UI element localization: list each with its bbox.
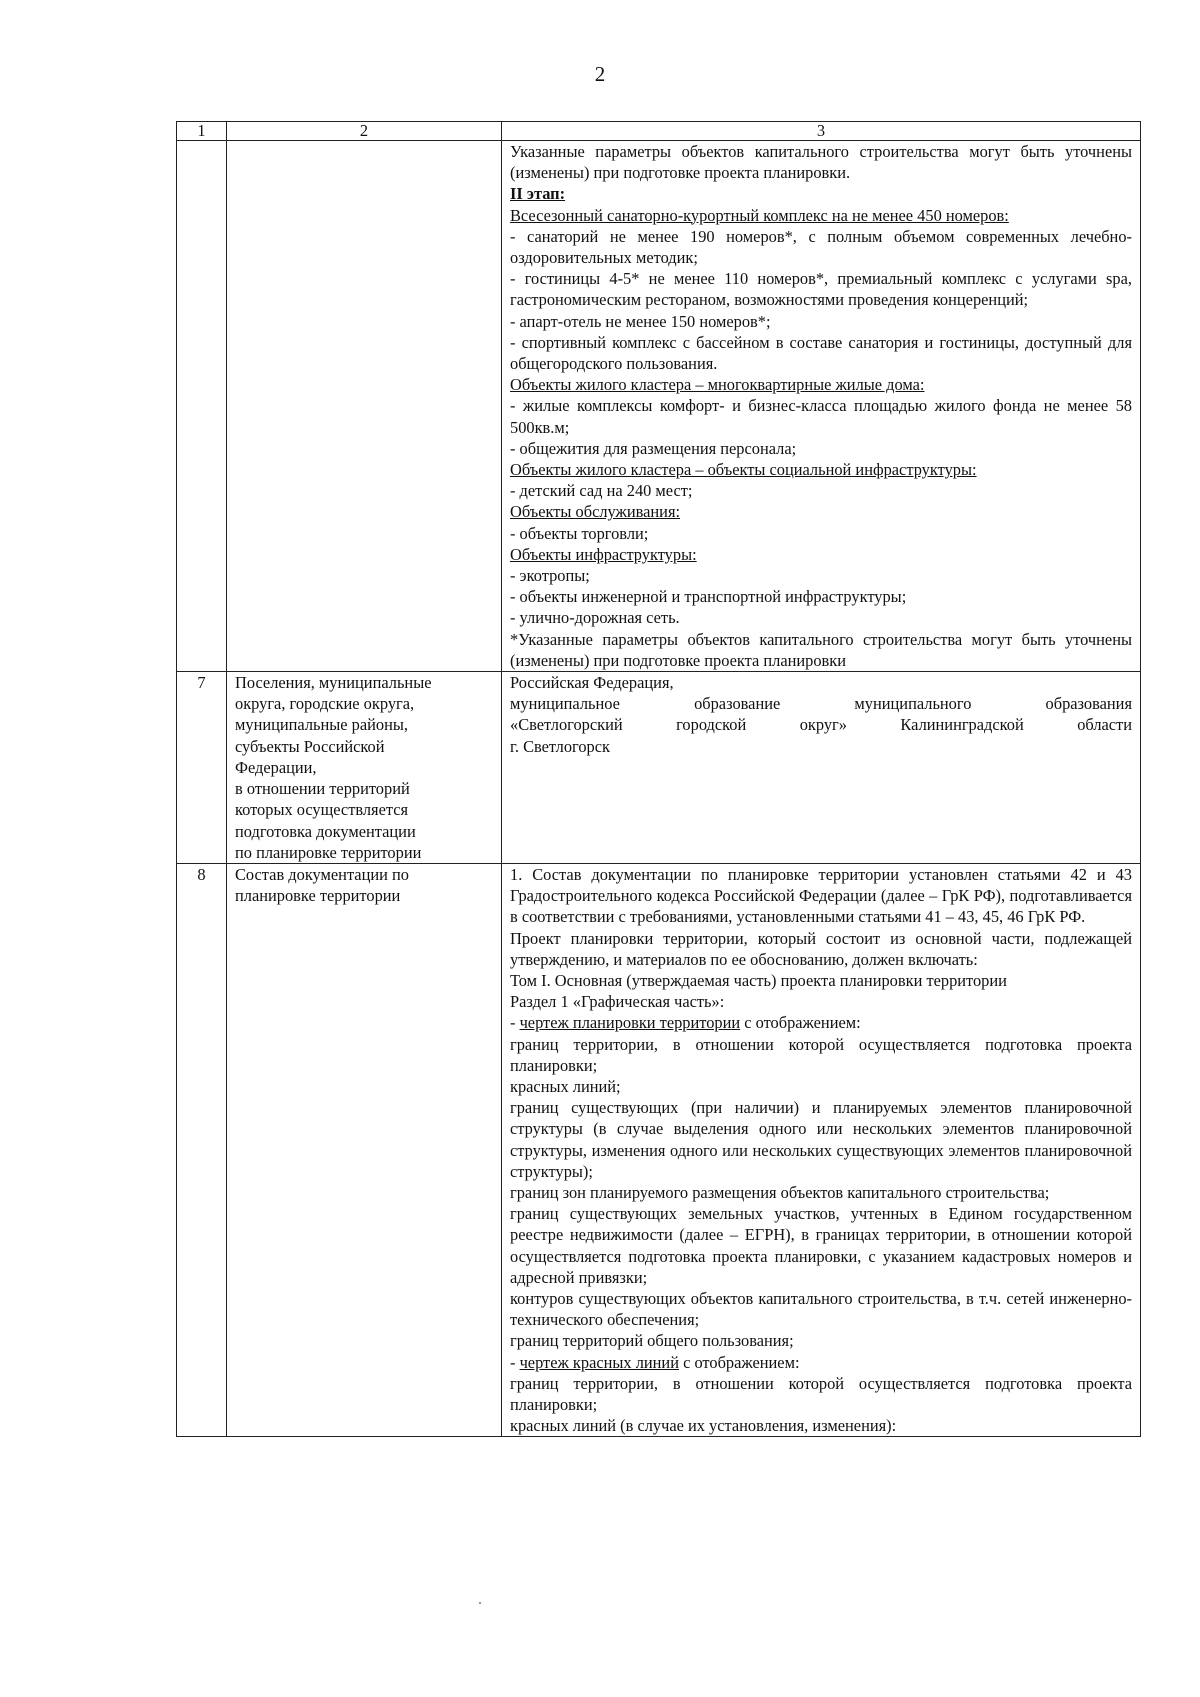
resort-heading: Всесезонный санаторно-курортный комплекс на не менее 450 номеров: [510,205,1009,225]
drawing-title-red-lines: чертеж красных линий [519,1352,679,1372]
list-item: красных линий; [510,1076,621,1096]
list-item: красных линий (в случае их установления, изменения): [510,1416,897,1436]
list-item: границ существующих (при наличии) и планируемых элементов планировочной структуры (в случае выделения одного или нескольких элементов планировочной структуры, изменения одного или нескольких существующих элементов планировочной структуры); [510,1098,1132,1181]
list-item: границ существующих земельных участков, учтенных в Едином государственном реестре недвижимости (далее – ЕГРН), в границах территории, в отношении которой осуществляется подготовка проекта планировки, с указанием кадастровых номеров и адресной привязки; [510,1204,1132,1287]
scan-speck [479,1602,481,1604]
table-row-7 [177,672,1141,864]
label-line: по планировке территории [235,842,422,862]
header-col-1: 1 [177,122,227,141]
content-line: муниципальное образование муниципального образования [510,694,1132,714]
row-content [502,863,1141,1436]
list-item: - экотропы; [510,566,590,586]
row-label [227,672,502,864]
row-label-empty [227,141,502,672]
row-number-empty [177,141,227,672]
row-content [502,672,1141,864]
list-item: - жилые комплексы комфорт- и бизнес-класса площадью жилого фонда не менее 58 500кв.м; [510,396,1132,437]
list-item: - санаторий не менее 190 номеров*, с полным объемом современных лечебно-оздоровительных методик; [510,226,1132,268]
content-line: «Светлогорский городской округ» Калининградской области [510,715,1132,735]
drawing-heading-2 [510,1352,1132,1373]
list-item: границ зон планируемого размещения объектов капитального строительства; [510,1182,1050,1202]
content-line: Российская Федерация, [510,673,674,693]
table-row-continuation [177,141,1141,672]
table-row-8 [177,863,1141,1436]
drawing-prefix: - [510,1013,520,1033]
drawing-prefix: - [510,1352,520,1372]
paragraph: Раздел 1 «Графическая часть»: [510,992,725,1012]
list-item: - апарт-отель не менее 150 номеров*; [510,311,771,331]
drawing-heading-1 [510,1012,1132,1033]
label-line: планировке территории [235,886,401,906]
stage-heading: II этап: [510,184,566,204]
service-heading: Объекты обслуживания: [510,502,681,522]
document-table [176,121,1141,1437]
footnote: *Указанные параметры объектов капитального строительства могут быть уточнены (изменены) при подготовке проекта планировки [510,629,1132,670]
row-content-continuation [502,141,1141,672]
row-label [227,863,502,1436]
list-item: - общежития для размещения персонала; [510,438,797,458]
label-line: Федерации, [235,757,317,777]
social-heading: Объекты жилого кластера – объекты социальной инфраструктуры: [510,460,977,480]
header-col-2: 2 [227,122,502,141]
content-line: г. Светлогорск [510,736,610,756]
drawing-suffix: с отображением: [740,1013,861,1033]
header-col-3: 3 [502,122,1141,141]
list-item: границ территорий общего пользования; [510,1331,794,1351]
list-item: границ территории, в отношении которой осуществляется подготовка проекта планировки; [510,1373,1132,1414]
label-line: подготовка документации [235,821,416,841]
table-header-row [177,122,1141,141]
label-line: муниципальные районы, [235,715,408,735]
drawing-title-planning: чертеж планировки территории [519,1013,741,1033]
list-item: - объекты торговли; [510,523,649,543]
list-item: - спортивный комплекс с бассейном в составе санатория и гостиницы, доступный для общегородского пользования. [510,332,1132,374]
list-item: контуров существующих объектов капитального строительства, в т.ч. сетей инженерно-технического обеспечения; [510,1288,1132,1330]
row-number: 7 [177,672,227,864]
label-line: субъекты Российской [235,736,385,756]
paragraph: Том I. Основная (утверждаемая часть) проекта планировки территории [510,970,1007,990]
drawing-suffix: с отображением: [678,1352,800,1372]
label-line: в отношении территорий [235,779,410,799]
list-item: - объекты инженерной и транспортной инфраструктуры; [510,587,907,607]
list-item: границ территории, в отношении которой осуществляется подготовка проекта планировки; [510,1034,1132,1075]
label-line: Поселения, муниципальные [235,673,432,693]
housing-heading: Объекты жилого кластера – многоквартирные жилые дома: [510,375,925,395]
label-line: которых осуществляется [235,800,409,820]
list-item: - улично-дорожная сеть. [510,608,680,628]
page-number: 2 [594,62,606,86]
list-item: - детский сад на 240 мест; [510,481,693,501]
paragraph: 1. Состав документации по планировке территории установлен статьями 42 и 43 Градостроительного кодекса Российской Федерации (далее – ГрК РФ), подготавливается в соответствии с требованиями, установленными статьями 41 – 43, 45, 46 ГрК РФ. [510,864,1132,927]
infra-heading: Объекты инфраструктуры: [510,544,697,564]
list-item: - гостиницы 4-5* не менее 110 номеров*, премиальный комплекс с услугами spa, гастрономическим рестораном, возможностями проведения концеренций; [510,269,1132,310]
intro-text: Указанные параметры объектов капитального строительства могут быть уточнены (изменены) при подготовке проекта планировки. [510,142,1132,183]
paragraph: Проект планировки территории, который состоит из основной части, подлежащей утверждению, и материалов по ее обоснованию, должен включать: [510,928,1132,969]
label-line: Состав документации по [235,864,409,884]
row-number: 8 [177,863,227,1436]
label-line: округа, городские округа, [235,694,415,714]
